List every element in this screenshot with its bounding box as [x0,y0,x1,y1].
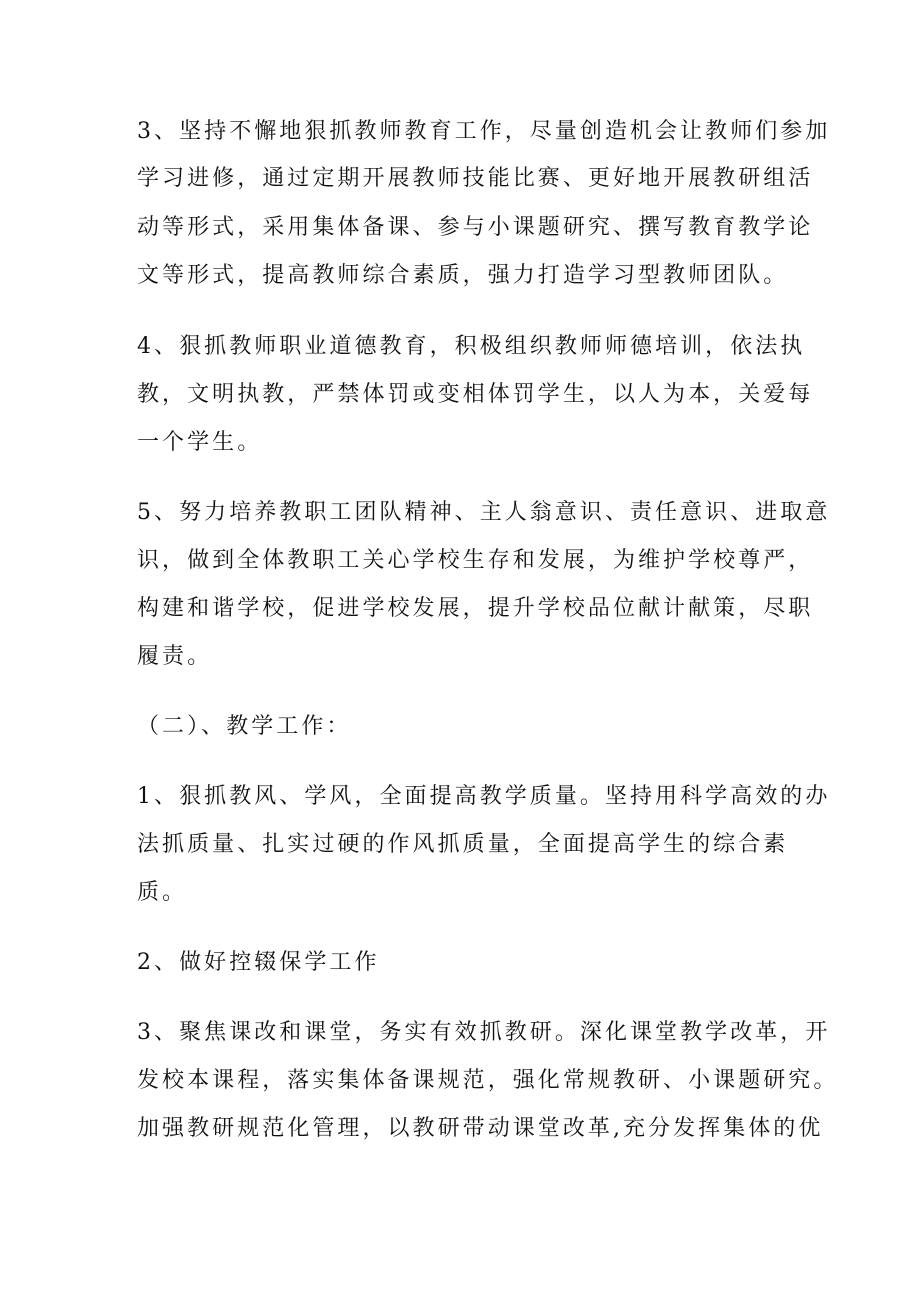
text-line: 文等形式，提高教师综合素质，强力打造学习型教师团队。 [137,263,789,288]
text-line: 3、聚焦课改和课堂，务实有效抓教研。深化课堂教学改革，开 [137,1020,831,1045]
text-line: 1、狠抓教风、学风，全面提高教学质量。坚持用科学高效的办 [137,784,831,809]
text-line: 法抓质量、扎实过硬的作风抓质量，全面提高学生的综合素 [137,832,789,857]
text-line: 质。 [137,880,188,905]
text-line: 发校本课程，落实集体备课规范，强化常规教研、小课题研究。 [137,1068,839,1093]
text-line: 学习进修，通过定期开展教师技能比赛、更好地开展教研组活 [137,166,814,191]
text-line: 一个学生。 [137,430,263,455]
section-heading: （二）、教学工作： [137,714,352,739]
text-line: 识，做到全体教职工关心学校生存和发展，为维护学校尊严， [137,548,814,573]
text-line: 构建和谐学校，促进学校发展，提升学校品位献计献策，尽职 [137,596,814,621]
text-line: 履责。 [137,644,213,669]
text-line: 动等形式，采用集体备课、参与小课题研究、撰写教育教学论 [137,215,814,240]
text-line: 4、狠抓教师职业道德教育，积极组织教师师德培训，依法执 [137,334,806,359]
text-line: 2、做好控辍保学工作 [137,950,380,975]
text-line: 教，文明执教，严禁体罚或变相体罚学生，以人为本，关爱每 [137,382,814,407]
text-line: 3、坚持不懈地狠抓教师教育工作，尽量创造机会让教师们参加 [137,119,831,144]
text-line: 5、努力培养教职工团队精神、主人翁意识、责任意识、进取意 [137,500,831,525]
text-line: 加强教研规范化管理，以教研带动课堂改革,充分发挥集体的优 [137,1116,824,1141]
